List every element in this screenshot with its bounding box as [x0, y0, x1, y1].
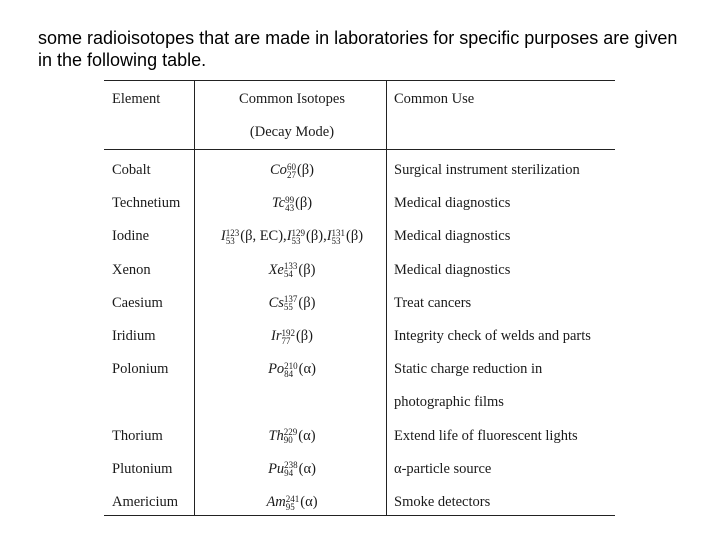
isotope-symbol: Tc [271, 195, 286, 212]
isotope-notation [197, 294, 387, 312]
decay-mode: (β) [298, 294, 316, 311]
header-use: Common Use [394, 91, 475, 107]
common-use: Surgical instrument sterilization [394, 162, 580, 178]
isotope-notation [197, 460, 387, 478]
common-use: Medical diagnostics [394, 261, 511, 278]
mass-atomic-numbers [332, 229, 346, 245]
atomic-number: 43 [285, 202, 295, 213]
mass-number: 60 [286, 161, 296, 172]
mass-number: 238 [284, 460, 298, 471]
intro-text: some radioisotopes that are made in laboratories for specific purposes are given in the following table. [38, 28, 678, 70]
atomic-number: 53 [225, 236, 235, 247]
mass-atomic-numbers [284, 428, 298, 444]
isotope-symbol: Po [268, 361, 285, 378]
mass-atomic-numbers [284, 262, 298, 278]
decay-mode: (α) [298, 427, 316, 444]
atomic-number: 94 [284, 468, 294, 479]
isotope-notation [197, 261, 387, 279]
decay-mode: (β) [296, 162, 314, 178]
atomic-number: 27 [286, 169, 296, 180]
header-element: Element [112, 91, 161, 107]
common-use: Medical diagnostics [394, 228, 511, 245]
atomic-number: 53 [291, 236, 301, 247]
common-use: Medical diagnostics [394, 195, 511, 212]
common-use: Static charge reduction in [394, 361, 543, 378]
atomic-number: 55 [283, 302, 293, 313]
mass-atomic-numbers [284, 295, 298, 311]
atomic-number: 84 [284, 368, 294, 379]
element-name: Iridium [112, 328, 156, 344]
decay-mode: (α) [300, 494, 318, 510]
isotope-symbol: Co [270, 162, 287, 178]
isotope-symbol: I [286, 228, 292, 245]
isotope-notation [197, 161, 387, 179]
element-name: Xenon [112, 261, 151, 278]
atomic-number: 90 [283, 435, 293, 446]
table-bottom-rule [104, 515, 615, 516]
mass-atomic-numbers [287, 163, 296, 179]
mass-atomic-numbers [226, 229, 240, 245]
isotope-symbol: Cs [268, 294, 284, 311]
element-name: Caesium [112, 294, 163, 311]
decay-mode: (β), [306, 228, 327, 245]
mass-atomic-numbers [281, 329, 295, 345]
isotope-symbol: Am [266, 494, 286, 510]
element-name: Polonium [112, 361, 169, 378]
element-name: Americium [112, 494, 179, 510]
mass-number: 99 [285, 194, 295, 205]
isotope-table [104, 80, 615, 516]
isotope-notation [197, 194, 387, 212]
common-use: Smoke detectors [394, 494, 491, 510]
decay-mode: (β) [295, 195, 313, 212]
mass-number: 229 [283, 427, 298, 438]
isotope-notation [197, 360, 387, 378]
element-name: Thorium [112, 427, 163, 444]
mass-number: 129 [291, 228, 306, 239]
common-use: α-particle source [394, 460, 492, 477]
isotope-symbol: I [220, 228, 226, 245]
element-name: Cobalt [112, 162, 151, 178]
decay-mode: (α) [298, 361, 316, 378]
isotope-symbol: Ir [270, 328, 282, 344]
decay-mode: (α) [298, 460, 316, 477]
decay-mode: (β) [346, 228, 364, 245]
element-name: Technetium [112, 195, 181, 212]
isotope-notation [197, 327, 387, 345]
element-name: Plutonium [112, 460, 173, 477]
isotope-symbol: Pu [268, 460, 285, 477]
mass-atomic-numbers [285, 196, 294, 212]
mass-number: 210 [284, 360, 298, 371]
header-isotopes: Common Isotopes [239, 91, 345, 107]
isotope-symbol: Th [268, 427, 284, 444]
decay-mode: (β, EC), [240, 228, 287, 245]
atomic-number: 95 [285, 501, 295, 512]
element-name: Iodine [112, 228, 150, 245]
common-use: Extend life of fluorescent lights [394, 427, 578, 444]
isotope-notation [197, 427, 387, 445]
mass-atomic-numbers [292, 229, 306, 245]
mass-number: 192 [281, 327, 295, 338]
header-isotopes-subtitle: (Decay Mode) [249, 124, 335, 140]
mass-number: 133 [283, 261, 298, 272]
atomic-number: 77 [281, 335, 291, 346]
common-use-continued: photographic films [394, 394, 504, 411]
mass-atomic-numbers [286, 495, 300, 511]
isotope-notation [197, 493, 387, 511]
header-bottom-rule [104, 149, 615, 150]
decay-mode: (β) [298, 261, 316, 278]
column-divider-1 [194, 80, 195, 516]
mass-atomic-numbers [284, 461, 298, 477]
atomic-number: 54 [283, 269, 293, 280]
mass-atomic-numbers [284, 362, 298, 378]
common-use: Treat cancers [394, 294, 472, 311]
atomic-number: 53 [331, 236, 341, 247]
isotope-notation [197, 227, 387, 245]
mass-number: 131 [331, 228, 346, 239]
mass-number: 123 [225, 228, 240, 239]
isotope-symbol: Xe [268, 261, 284, 278]
decay-mode: (β) [295, 328, 314, 344]
table-top-rule [104, 80, 615, 81]
common-use: Integrity check of welds and parts [394, 328, 591, 344]
isotope-symbol: I [326, 228, 332, 245]
mass-number: 241 [285, 493, 300, 504]
mass-number: 137 [283, 294, 298, 305]
